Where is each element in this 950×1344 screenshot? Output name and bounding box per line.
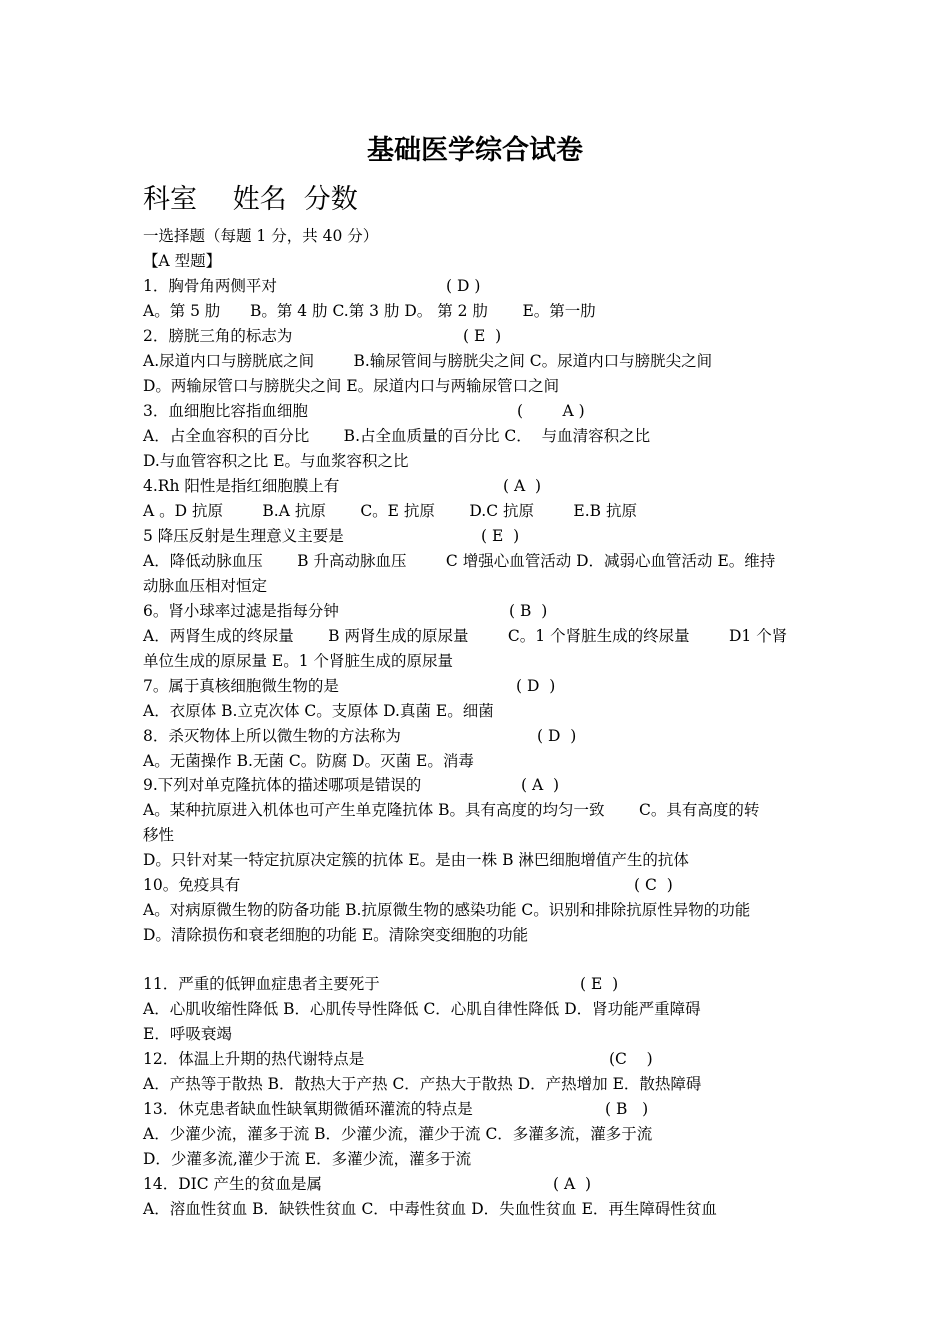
question-stem: 3．血细胞比容指血细胞 (143, 402, 308, 420)
question-stem: 11．严重的低钾血症患者主要死于 (143, 975, 380, 993)
question-answer: ( D ) (446, 277, 481, 295)
question-answer: ( E ) (463, 327, 502, 345)
question-options: A．占全血容积的百分比 B.占全血质量的百分比 C． 与血清容积之比 (143, 427, 651, 445)
question-options: A。对病原微生物的防备功能 B.抗原微生物的感染功能 C。识别和排除抗原性异物的功能 (143, 901, 751, 919)
question-stem: 13．休克患者缺血性缺氧期微循环灌流的特点是 (143, 1100, 473, 1118)
question-options: 动脉血压相对恒定 (143, 577, 268, 595)
question-stem: 10。免疫具有 (143, 876, 241, 894)
question-options: A.尿道内口与膀胱底之间 B.输尿管间与膀胱尖之间 C。尿道内口与膀胱尖之间 (143, 352, 713, 370)
question-answer: ( E ) (481, 527, 520, 545)
question-options: A．少灌少流，灌多于流 B．少灌少流，灌少于流 C．多灌多流，灌多于流 (143, 1125, 653, 1143)
question-stem: 6。肾小球率过滤是指每分钟 (143, 602, 339, 620)
question-stem: 7。属于真核细胞微生物的是 (143, 677, 339, 695)
question-answer: ( B ) (605, 1100, 649, 1118)
question-stem: 14．DIC 产生的贫血是属 (143, 1175, 323, 1193)
question-stem: 9.下列对单克隆抗体的描述哪项是错误的 (143, 776, 422, 794)
question-answer: (C ) (609, 1050, 653, 1068)
page-title: 基础医学综合试卷 (367, 135, 583, 166)
question-answer: ( A ) (503, 477, 542, 495)
question-answer: ( A ) (521, 776, 560, 794)
header-fields: 科室 姓名 分数 (143, 184, 358, 215)
question-stem: 8．杀灭物体上所以微生物的方法称为 (143, 727, 401, 745)
question-answer: ( C ) (634, 876, 673, 894)
question-answer: ( D ) (537, 727, 577, 745)
question-options: A．心肌收缩性降低 B．心肌传导性降低 C．心肌自律性降低 D．肾功能严重障碍 (143, 1000, 701, 1018)
question-stem: 12．体温上升期的热代谢特点是 (143, 1050, 365, 1068)
question-options: A．衣原体 B.立克次体 C。支原体 D.真菌 E。细菌 (143, 702, 494, 720)
question-options: A．两肾生成的终尿量 B 两肾生成的原尿量 C。1 个肾脏生成的终尿量 D1 个肾 (143, 627, 788, 645)
question-answer: ( A ) (553, 1175, 592, 1193)
question-stem: 5 降压反射是生理意义主要是 (143, 527, 344, 545)
question-answer: ( E ) (580, 975, 619, 993)
question-options: A 。D 抗原 B.A 抗原 C。E 抗原 D.C 抗原 E.B 抗原 (143, 502, 637, 520)
question-options: A。某种抗原进入机体也可产生单克隆抗体 B。具有高度的均匀一致 C。具有高度的转 (143, 801, 760, 819)
question-options: D。只针对某一特定抗原决定簇的抗体 E。是由一株 B 淋巴细胞增值产生的抗体 (143, 851, 689, 869)
question-options: A．降低动脉血压 B 升高动脉血压 C 增强心血管活动 D．减弱心血管活动 E。维持 (143, 552, 776, 570)
question-options: 移性 (143, 826, 175, 844)
question-options: D。两输尿管口与膀胱尖之间 E。尿道内口与两输尿管口之间 (143, 377, 560, 395)
question-options: A。第 5 肋 B。第 4 肋 C.第 3 肋 D。 第 2 肋 E。第一肋 (143, 302, 596, 320)
question-stem: 4.Rh 阳性是指红细胞膜上有 (143, 477, 340, 495)
question-stem: 2．膀胱三角的标志为 (143, 327, 293, 345)
question-options: E．呼吸衰竭 (143, 1025, 232, 1043)
question-options: D。清除损伤和衰老细胞的功能 E。清除突变细胞的功能 (143, 926, 529, 944)
question-type-label: 【A 型题】 (143, 252, 222, 270)
question-options: D.与血管容积之比 E。与血浆容积之比 (143, 452, 409, 470)
question-options: D．少灌多流,灌少于流 E．多灌少流，灌多于流 (143, 1150, 472, 1168)
question-options: 单位生成的原尿量 E。1 个肾脏生成的原尿量 (143, 652, 454, 670)
question-answer: ( D ) (516, 677, 556, 695)
question-options: A。无菌操作 B.无菌 C。防腐 D。灭菌 E。消毒 (143, 752, 474, 770)
question-options: A．溶血性贫血 B．缺铁性贫血 C．中毒性贫血 D．失血性贫血 E．再生障碍性贫血 (143, 1200, 717, 1218)
question-options: A．产热等于散热 B．散热大于产热 C．产热大于散热 D．产热增加 E．散热障碍 (143, 1075, 702, 1093)
question-stem: 1．胸骨角两侧平对 (143, 277, 277, 295)
section-heading: 一选择题（每题 1 分，共 40 分） (143, 227, 379, 245)
question-answer: ( B ) (509, 602, 548, 620)
question-answer: ( A ) (517, 402, 585, 420)
